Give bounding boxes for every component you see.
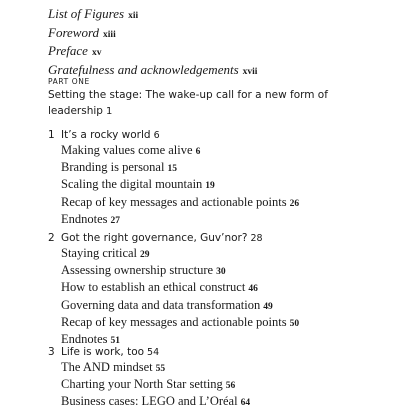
page-number: 30: [216, 267, 226, 278]
section-entry: [61, 394, 378, 411]
section-entry: [61, 377, 378, 394]
section-title: Recap of key messages and actionable points: [61, 194, 287, 209]
page-number: 51: [110, 336, 121, 347]
chapter-number: 1: [48, 129, 55, 141]
chapter-2: [48, 231, 378, 349]
section-title: The AND mindset: [61, 360, 153, 374]
section-entry: [61, 212, 378, 229]
section-entry: [61, 298, 378, 315]
section-title: Branding is personal: [61, 160, 165, 175]
page-number: 55: [155, 364, 166, 374]
front-matter-item: [48, 43, 257, 62]
page-number: 29: [140, 250, 150, 260]
entry-title: List of Figures: [48, 6, 125, 21]
chapter-title: [48, 345, 378, 360]
part-title: [48, 88, 368, 119]
page-number: xv: [91, 48, 102, 58]
section-title: Charting your North Star setting: [61, 377, 223, 392]
section-title: Business cases: LEGO and L’Oréal: [61, 394, 238, 409]
section-title: Scaling the digital mountain: [61, 177, 203, 192]
page-number: 56: [225, 381, 236, 392]
part-label: PART ONE: [48, 77, 90, 86]
page-number: 6: [153, 130, 160, 141]
section-entry: [61, 360, 378, 377]
section-entry: [61, 143, 378, 160]
chapter-title-text: Got the right governance, Guv’nor?: [61, 232, 248, 244]
page-number: 6: [195, 147, 201, 157]
page-number: 49: [263, 301, 273, 312]
section-title: Staying critical: [61, 246, 138, 260]
page-number: 28: [250, 233, 263, 244]
page-number: xii: [128, 11, 139, 21]
page-number: 26: [289, 198, 300, 209]
page-number: 19: [205, 181, 215, 192]
page-number: 64: [240, 398, 251, 409]
section-entry: [61, 177, 378, 194]
entry-title: Foreword: [48, 24, 100, 40]
front-matter-list: [48, 6, 257, 80]
page-number: xvii: [242, 66, 258, 77]
section-title: Assessing ownership structure: [61, 263, 214, 278]
page-number: 15: [167, 164, 177, 175]
section-entry: [61, 160, 378, 177]
chapter-title: [48, 128, 378, 143]
chapter-number: 3: [48, 346, 55, 358]
section-entry: [61, 195, 378, 212]
chapter-number: 2: [48, 232, 55, 244]
part-title-text: Setting the stage: The wake-up call for a new form of leadership: [48, 89, 328, 117]
section-entry: [61, 280, 378, 297]
entry-title: Gratefulness and acknowledgements: [48, 61, 239, 77]
chapter-title: [48, 231, 378, 246]
section-title: How to establish an ethical construct: [61, 280, 246, 295]
page-number: xiii: [103, 29, 116, 40]
section-title: Recap of key messages and actionable points: [61, 314, 287, 329]
page-number: 1: [105, 105, 113, 117]
page-number: 54: [147, 347, 160, 358]
page-number: 27: [110, 215, 121, 226]
section-title: Making values come alive: [61, 143, 193, 157]
chapter-title-text: Life is work, too: [61, 346, 145, 358]
chapter-title-text: It’s a rocky world: [61, 129, 151, 141]
chapter-1: [48, 128, 378, 229]
chapter-3: [48, 345, 378, 412]
page-number: 46: [248, 284, 258, 295]
section-entry: [61, 246, 378, 263]
section-title: Endnotes: [61, 211, 108, 226]
section-title: Governing data and data transformation: [61, 297, 261, 312]
entry-title: Preface: [48, 43, 88, 58]
section-entry: [61, 263, 378, 280]
section-entry: [61, 315, 378, 332]
front-matter-item: [48, 6, 257, 25]
front-matter-item: [48, 25, 257, 44]
section-title: Endnotes: [61, 332, 108, 347]
page-number: 50: [289, 318, 300, 329]
